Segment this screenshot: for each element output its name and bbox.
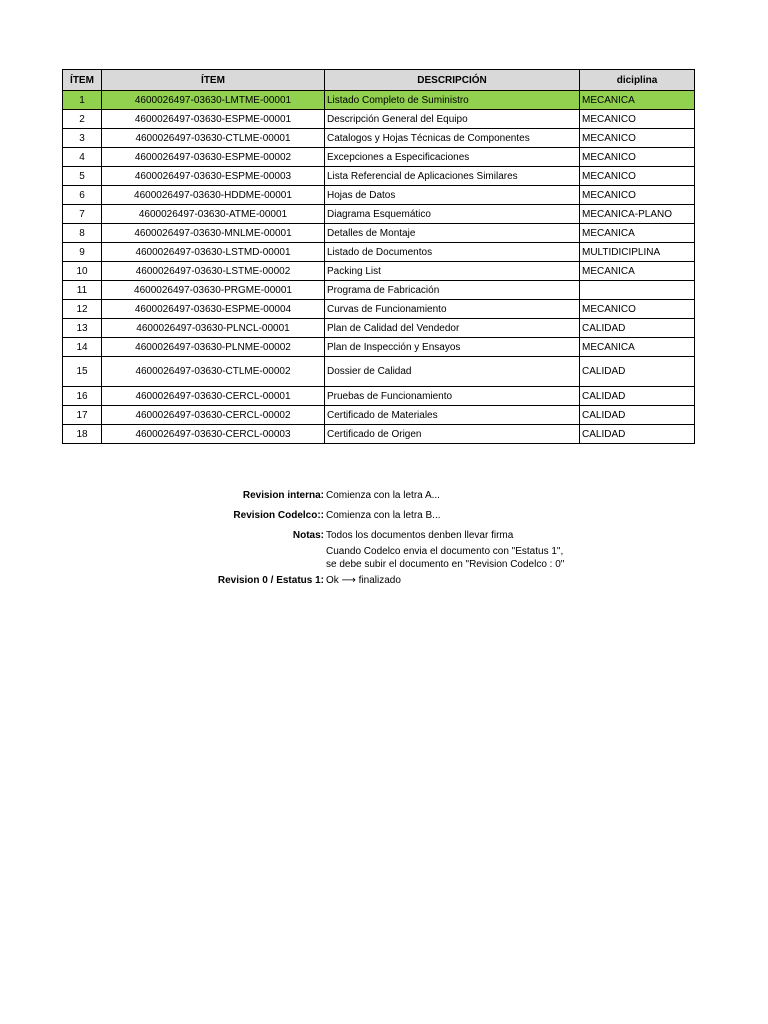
discipline-cell: MECANICA — [580, 338, 695, 357]
header-description: DESCRIPCIÓN — [325, 70, 580, 91]
item-code-cell: 4600026497-03630-PLNCL-00001 — [102, 319, 325, 338]
item-code-cell: 4600026497-03630-CERCL-00003 — [102, 425, 325, 444]
revision-0-label: Revision 0 / Estatus 1: — [217, 575, 324, 586]
discipline-cell: MECANICO — [580, 167, 695, 186]
description-cell: Listado Completo de Suministro — [325, 91, 580, 110]
table-row — [63, 281, 695, 300]
table-row — [63, 91, 695, 110]
discipline-cell: CALIDAD — [580, 357, 695, 387]
table-row — [63, 167, 695, 186]
description-cell: Certificado de Origen — [325, 425, 580, 444]
item-code-cell: 4600026497-03630-LSTMD-00001 — [102, 243, 325, 262]
item-number-cell: 13 — [63, 319, 102, 338]
description-cell: Certificado de Materiales — [325, 406, 580, 425]
discipline-cell: MECANICA — [580, 262, 695, 281]
item-code-cell: 4600026497-03630-PLNME-00002 — [102, 338, 325, 357]
item-code-cell: 4600026497-03630-CTLME-00001 — [102, 129, 325, 148]
discipline-cell — [580, 281, 695, 300]
item-number-cell: 8 — [63, 224, 102, 243]
item-code-cell: 4600026497-03630-ESPME-00004 — [102, 300, 325, 319]
table-row — [63, 357, 695, 387]
notas-line-2: Cuando Codelco envia el documento con "Estatus 1", — [326, 546, 564, 557]
header-item-number: ÍTEM — [63, 70, 102, 91]
discipline-cell: MECANICA — [580, 224, 695, 243]
item-code-cell: 4600026497-03630-ATME-00001 — [102, 205, 325, 224]
description-cell: Hojas de Datos — [325, 186, 580, 205]
discipline-cell: MECANICO — [580, 148, 695, 167]
description-cell: Listado de Documentos — [325, 243, 580, 262]
discipline-cell: CALIDAD — [580, 425, 695, 444]
notas-line-1: Todos los documentos denben llevar firma — [326, 530, 514, 541]
discipline-cell: MECANICO — [580, 110, 695, 129]
description-cell: Lista Referencial de Aplicaciones Similares — [325, 167, 580, 186]
item-number-cell: 16 — [63, 387, 102, 406]
item-code-cell: 4600026497-03630-MNLME-00001 — [102, 224, 325, 243]
item-code-cell: 4600026497-03630-LMTME-00001 — [102, 91, 325, 110]
description-cell: Programa de Fabricación — [325, 281, 580, 300]
item-number-cell: 2 — [63, 110, 102, 129]
item-code-cell: 4600026497-03630-PRGME-00001 — [102, 281, 325, 300]
table-row — [63, 300, 695, 319]
table-row — [63, 224, 695, 243]
item-code-cell: 4600026497-03630-ESPME-00003 — [102, 167, 325, 186]
table-row — [63, 129, 695, 148]
table-row — [63, 262, 695, 281]
item-number-cell: 7 — [63, 205, 102, 224]
revision-interna-label: Revision interna: — [242, 490, 324, 501]
item-code-cell: 4600026497-03630-ESPME-00001 — [102, 110, 325, 129]
revision-interna-text: Comienza con la letra A... — [326, 490, 440, 501]
item-code-cell: 4600026497-03630-CERCL-00001 — [102, 387, 325, 406]
table-row — [63, 110, 695, 129]
item-code-cell: 4600026497-03630-CTLME-00002 — [102, 357, 325, 387]
discipline-cell: CALIDAD — [580, 319, 695, 338]
item-number-cell: 15 — [63, 357, 102, 387]
discipline-cell: MECANICO — [580, 300, 695, 319]
description-cell: Pruebas de Funcionamiento — [325, 387, 580, 406]
discipline-cell: CALIDAD — [580, 406, 695, 425]
description-cell: Diagrama Esquemático — [325, 205, 580, 224]
item-number-cell: 18 — [63, 425, 102, 444]
item-code-cell: 4600026497-03630-HDDME-00001 — [102, 186, 325, 205]
notas-label: Notas: — [292, 530, 324, 541]
discipline-cell: MECANICA — [580, 91, 695, 110]
description-cell: Plan de Calidad del Vendedor — [325, 319, 580, 338]
description-cell: Dossier de Calidad — [325, 357, 580, 387]
item-number-cell: 1 — [63, 91, 102, 110]
table-row — [63, 186, 695, 205]
item-code-cell: 4600026497-03630-ESPME-00002 — [102, 148, 325, 167]
description-cell: Detalles de Montaje — [325, 224, 580, 243]
item-number-cell: 9 — [63, 243, 102, 262]
item-number-cell: 6 — [63, 186, 102, 205]
item-number-cell: 17 — [63, 406, 102, 425]
item-code-cell: 4600026497-03630-CERCL-00002 — [102, 406, 325, 425]
description-cell: Curvas de Funcionamiento — [325, 300, 580, 319]
table-row — [63, 406, 695, 425]
table-row — [63, 387, 695, 406]
description-cell: Plan de Inspección y Ensayos — [325, 338, 580, 357]
revision-codelco-text: Comienza con la letra B... — [326, 510, 441, 521]
discipline-cell: CALIDAD — [580, 387, 695, 406]
discipline-cell: MULTIDICIPLINA — [580, 243, 695, 262]
item-number-cell: 14 — [63, 338, 102, 357]
discipline-cell: MECANICO — [580, 186, 695, 205]
revision-codelco-label: Revision Codelco:: — [233, 510, 324, 521]
header-item-code: ÍTEM — [102, 70, 325, 91]
item-number-cell: 10 — [63, 262, 102, 281]
discipline-cell: MECANICA-PLANO — [580, 205, 695, 224]
table-header-row — [63, 70, 695, 91]
revision-0-text: Ok ⟶ finalizado — [326, 575, 401, 586]
description-cell: Excepciones a Especificaciones — [325, 148, 580, 167]
table-row — [63, 338, 695, 357]
description-cell: Catalogos y Hojas Técnicas de Componentes — [325, 129, 580, 148]
item-number-cell: 11 — [63, 281, 102, 300]
description-cell: Packing List — [325, 262, 580, 281]
item-number-cell: 3 — [63, 129, 102, 148]
document-list-table — [62, 69, 695, 444]
table-row — [63, 148, 695, 167]
description-cell: Descripción General del Equipo — [325, 110, 580, 129]
header-discipline: diciplina — [580, 70, 695, 91]
item-number-cell: 4 — [63, 148, 102, 167]
notas-line-3: se debe subir el documento en "Revision Codelco : 0" — [326, 559, 565, 570]
item-code-cell: 4600026497-03630-LSTME-00002 — [102, 262, 325, 281]
table-row — [63, 205, 695, 224]
item-number-cell: 12 — [63, 300, 102, 319]
table-row — [63, 425, 695, 444]
item-number-cell: 5 — [63, 167, 102, 186]
table-row — [63, 319, 695, 338]
discipline-cell: MECANICO — [580, 129, 695, 148]
table-row — [63, 243, 695, 262]
